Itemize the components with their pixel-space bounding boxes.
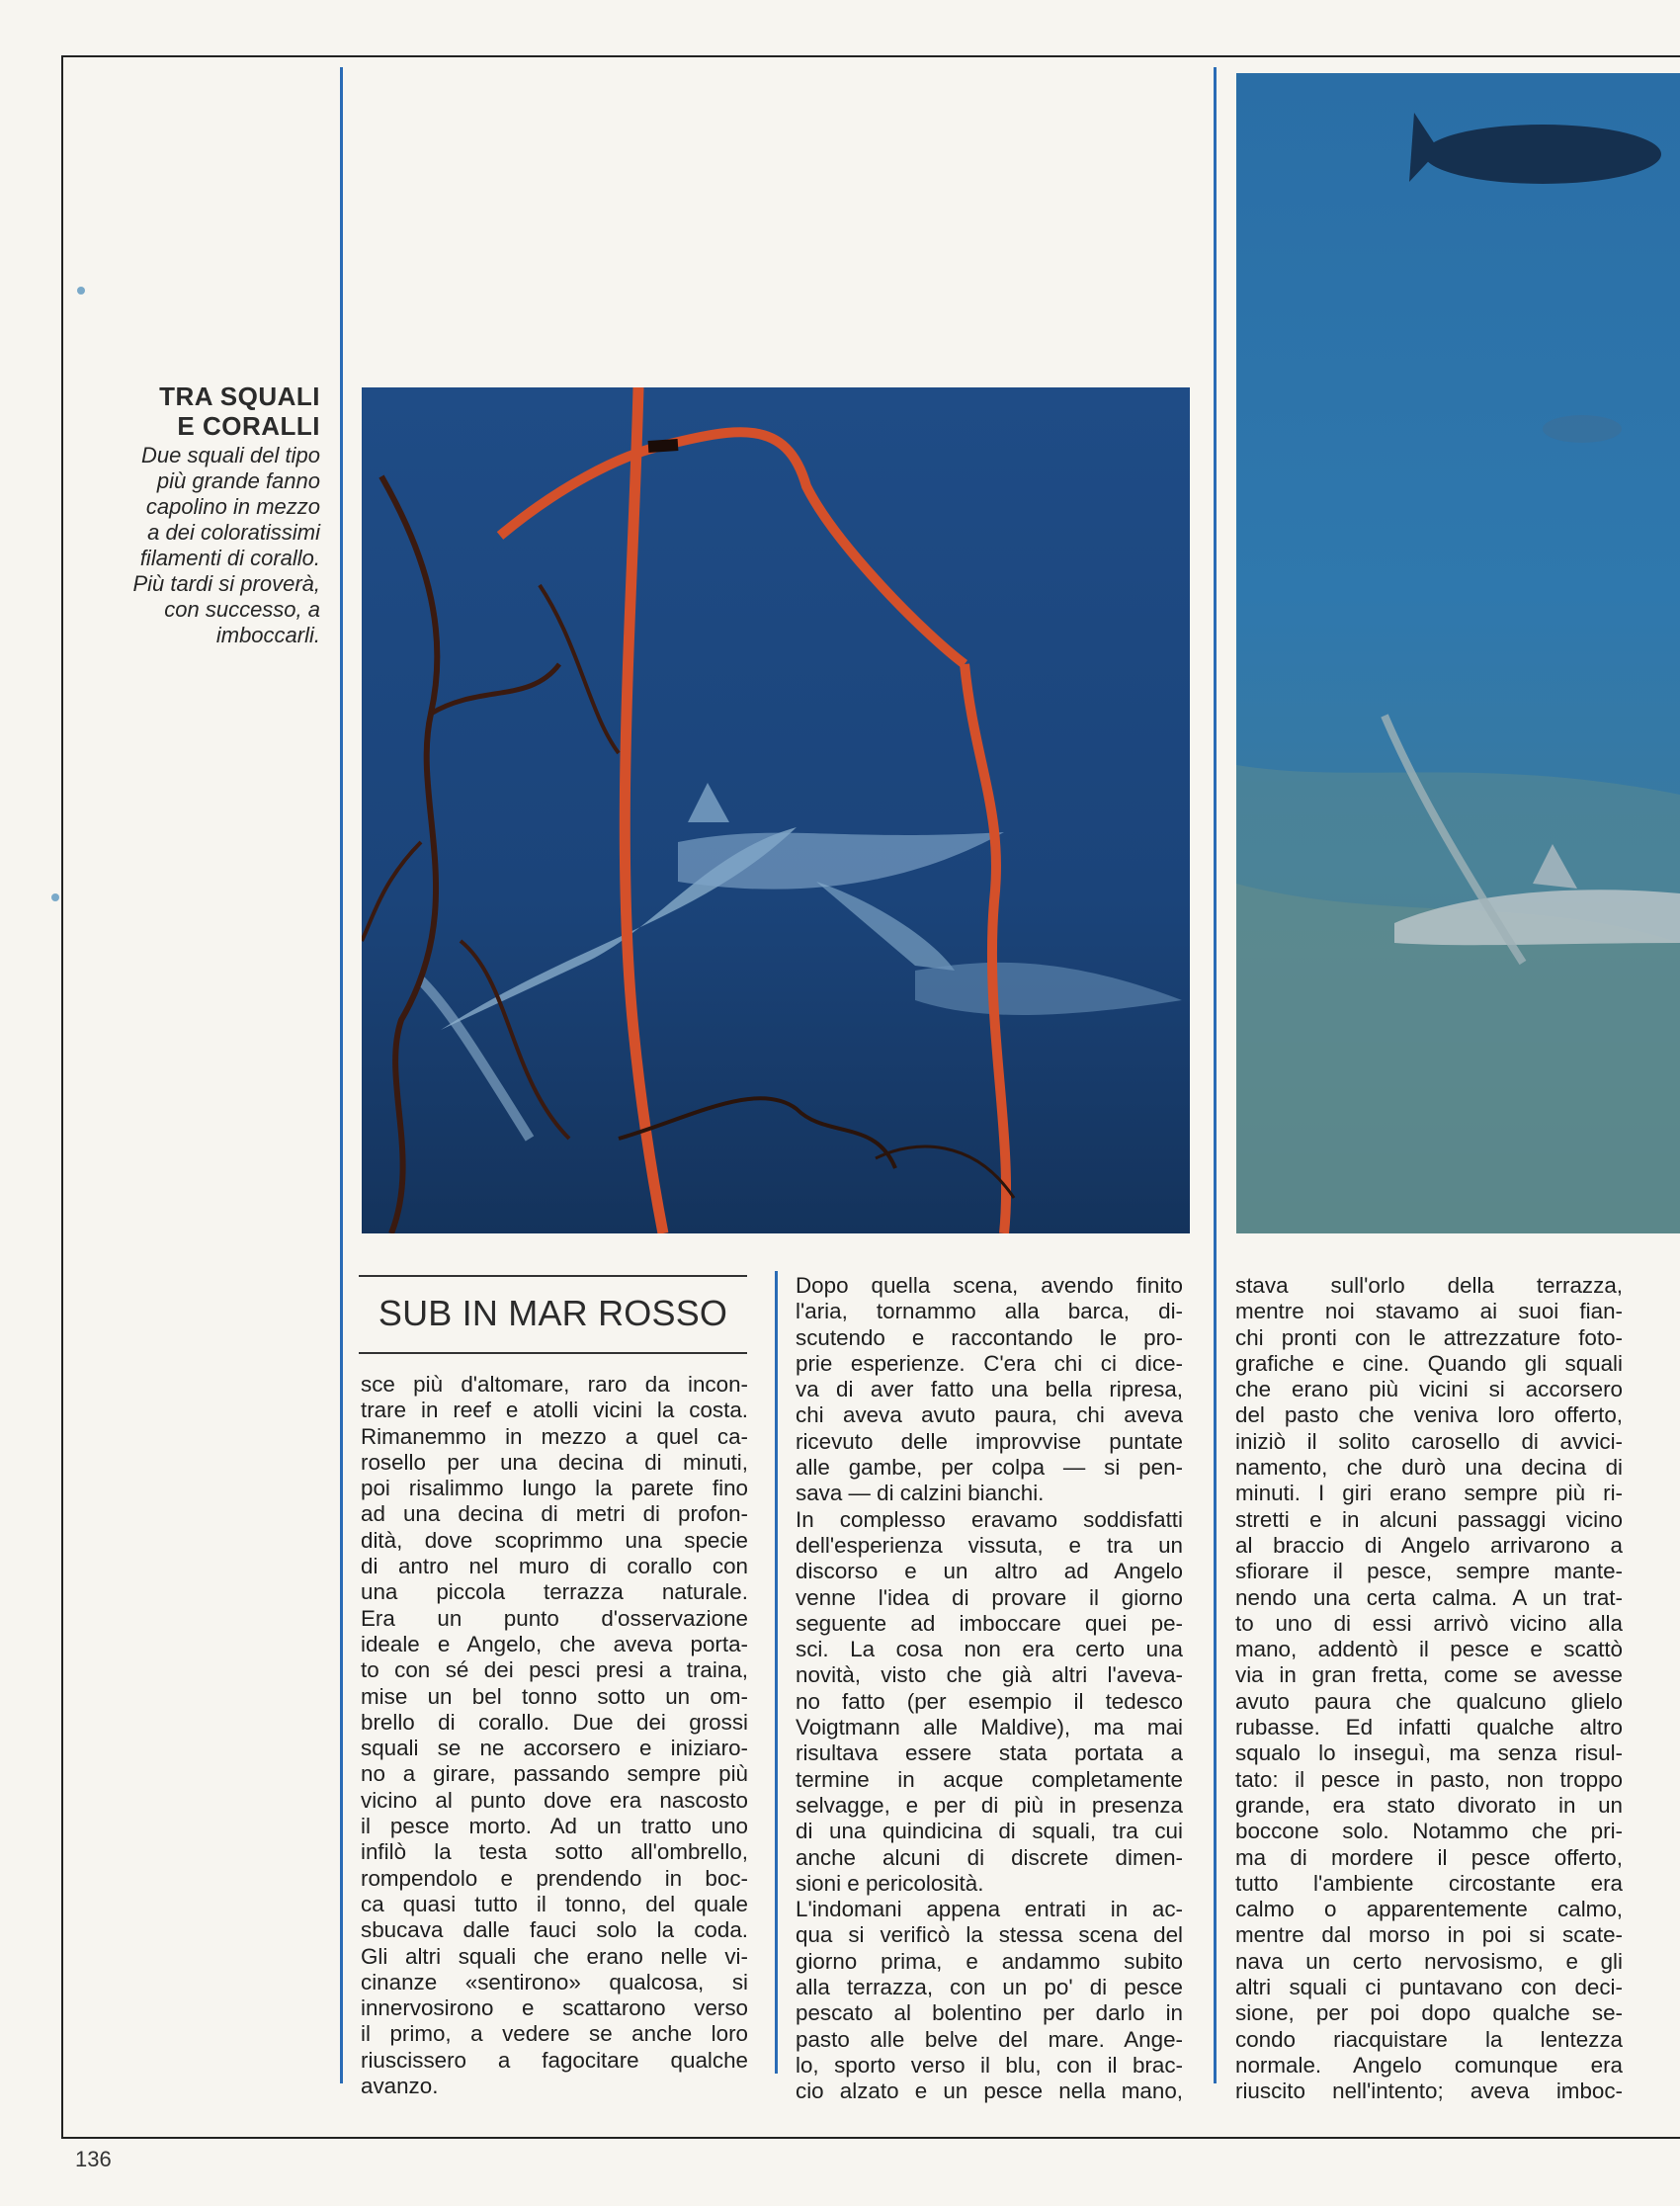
text-line: poi risalimmo lungo la parete fino [361, 1476, 748, 1501]
text-line: In complesso eravamo soddisfatti [796, 1506, 1183, 1532]
text-line: ma di mordere il pesce offerto, [1235, 1844, 1623, 1870]
text-line: risultava essere stata portata a [796, 1740, 1183, 1766]
text-line: avanzo. [361, 2074, 439, 2099]
text-line: sci. La cosa non era certo una [796, 1637, 1183, 1662]
text-line: pasto alle belve del mare. Ange- [796, 2026, 1183, 2052]
text-line: Era un punto d'osservazione [361, 1605, 748, 1631]
text-line: giorno prima, e andammo subito [796, 1948, 1183, 1974]
text-line: sce più d'altomare, raro da incon- [361, 1372, 748, 1397]
reef-shark-photo [1236, 73, 1680, 1233]
text-line: squali se ne accorsero e iniziaro- [361, 1736, 748, 1761]
caption-line: più grande fanno [156, 468, 320, 493]
text-line: al braccio di Angelo arrivarono a [1235, 1532, 1623, 1558]
text-line: novità, visto che già altri l'aveva- [796, 1662, 1183, 1688]
text-line: tutto l'ambiente circostante era [1235, 1870, 1623, 1896]
text-line: riuscito nell'intento; aveva imboc- [1235, 2079, 1623, 2104]
text-line: squalo lo inseguì, ma senza risul- [1235, 1740, 1623, 1766]
caption-line: con successo, a [164, 597, 320, 622]
text-line: L'indomani appena entrati in ac- [796, 1897, 1183, 1922]
text-line: l'aria, tornammo alla barca, di- [796, 1299, 1183, 1324]
text-line: grafiche e cine. Quando gli squali [1235, 1350, 1623, 1376]
text-line: cio alzato e un pesce nella mano, [796, 2079, 1183, 2104]
text-line: rompendolo e prendendo in boc- [361, 1865, 748, 1891]
section-title-rule-top [359, 1275, 747, 1277]
text-line: chi pronti con le attrezzature foto- [1235, 1324, 1623, 1350]
text-line: stretti e in alcuni passaggi vicino [1235, 1506, 1623, 1532]
text-line: alle gambe, per colpa — si pen- [796, 1455, 1183, 1481]
text-line: seguente ad imboccare quei pe- [796, 1610, 1183, 1636]
caption-line: Due squali del tipo [140, 443, 320, 467]
text-line: selvagge, e per di più in presenza [796, 1792, 1183, 1818]
margin-speck [77, 287, 85, 295]
text-line: tato: il pesce in pasto, non troppo [1235, 1766, 1623, 1792]
text-line: termine in acque completamente [796, 1766, 1183, 1792]
text-line: altri squali ci puntavano con deci- [1235, 1975, 1623, 2000]
text-line: to con sé dei pesci presi a traina, [361, 1657, 748, 1683]
text-line: brello di corallo. Due dei grossi [361, 1709, 748, 1735]
text-line: una piccola terrazza naturale. [361, 1579, 748, 1605]
text-line: scutendo e raccontando le pro- [796, 1324, 1183, 1350]
text-line: sione, per poi dopo qualche se- [1235, 2000, 1623, 2026]
text-line: mise un bel tonno sotto un om- [361, 1683, 748, 1709]
article-column-3 [1235, 1273, 1623, 2105]
margin-speck [51, 893, 59, 901]
caption-line: capolino in mezzo [145, 494, 320, 519]
text-line: normale. Angelo comunque era [1235, 2052, 1623, 2078]
text-line: trare in reef e atolli vicini la costa. [361, 1398, 748, 1423]
text-line: ideale e Angelo, che aveva porta- [361, 1631, 748, 1656]
text-line: il primo, a vedere se anche loro [361, 2021, 748, 2047]
text-line: mano, addentò il pesce e scattò [1235, 1637, 1623, 1662]
caption-title-line2: E CORALLI [177, 411, 320, 441]
text-line: Voigtmann alle Maldive), ma mai [796, 1715, 1183, 1740]
text-line: ricevuto delle improvvise puntate [796, 1428, 1183, 1454]
text-line: boccone solo. Notammo che pri- [1235, 1819, 1623, 1844]
text-line: stava sull'orlo della terrazza, [1235, 1273, 1623, 1298]
column-rule-right [1214, 67, 1217, 2083]
text-line: Rimanemmo in mezzo a quel ca- [361, 1423, 748, 1449]
caption-line: Più tardi si proverà, [132, 571, 320, 596]
text-line: sava — di calzini bianchi. [796, 1481, 1045, 1506]
text-line: alla terrazza, con un po' di pesce [796, 1975, 1183, 2000]
page-frame-bottom [61, 2137, 1680, 2139]
text-line: lo, sporto verso il blu, con il brac- [796, 2052, 1183, 2078]
text-line: sbucava dalle fauci solo la coda. [361, 1917, 748, 1943]
column-rule-left [340, 67, 343, 2083]
text-line: chi aveva avuto paura, chi aveva [796, 1402, 1183, 1428]
text-line: minuti. I giri erano sempre più ri- [1235, 1481, 1623, 1506]
text-line: no a girare, passando sempre più [361, 1761, 748, 1787]
text-line: to uno di essi arrivò vicino alla [1235, 1610, 1623, 1636]
text-line: va di aver fatto una bella ripresa, [796, 1377, 1183, 1402]
text-line: dell'esperienza vissuta, e tra un [796, 1532, 1183, 1558]
text-line: sfiorare il pesce, sempre mante- [1235, 1559, 1623, 1584]
text-line: di una quindicina di squali, tra cui [796, 1819, 1183, 1844]
text-line: iniziò il solito carosello di avvici- [1235, 1428, 1623, 1454]
shark-coral-photo [362, 387, 1190, 1233]
text-line: che erano più vicini si accorsero [1235, 1377, 1623, 1402]
text-line: calmo o apparentemente calmo, [1235, 1897, 1623, 1922]
article-column-1 [361, 1372, 748, 2099]
text-line: ad una decina di metri di profon- [361, 1501, 748, 1527]
text-line: sioni e pericolosità. [796, 1870, 984, 1896]
text-line: nendo una certa calma. A un trat- [1235, 1584, 1623, 1610]
text-line: ca quasi tutto il tonno, del quale [361, 1891, 748, 1916]
text-line: namento, che durò una decina di [1235, 1455, 1623, 1481]
text-line: vicino al punto dove era nascosto [361, 1787, 748, 1813]
text-line: innervosirono e scattarono verso [361, 1995, 748, 2021]
page-frame-left [61, 55, 63, 2137]
caption-title-line1: TRA SQUALI [159, 382, 320, 411]
text-line: condo riacquistare la lentezza [1235, 2026, 1623, 2052]
text-line: prie esperienze. C'era chi ci dice- [796, 1350, 1183, 1376]
text-line: venne l'idea di provare il giorno [796, 1584, 1183, 1610]
caption-line: a dei coloratissimi [147, 520, 320, 545]
text-line: il pesce morto. Ad un tratto uno [361, 1814, 748, 1839]
text-line: rubasse. Ed infatti qualche altro [1235, 1715, 1623, 1740]
text-line: nava un certo nervosismo, e gli [1235, 1948, 1623, 1974]
text-line: no fatto (per esempio il tedesco [796, 1688, 1183, 1714]
text-line: dità, dove scoprimmo una specie [361, 1527, 748, 1553]
caption-line: imboccarli. [215, 623, 320, 647]
section-title: SUB IN MAR ROSSO [378, 1293, 728, 1333]
text-line: del pasto che veniva loro offerto, [1235, 1402, 1623, 1428]
page-number: 136 [75, 2147, 112, 2171]
column-rule-middle [775, 1271, 778, 2074]
text-line: grande, era stato divorato in un [1235, 1792, 1623, 1818]
text-line: mentre noi stavamo ai suoi fian- [1235, 1299, 1623, 1324]
caption-line: filamenti di corallo. [139, 546, 320, 570]
page-frame-top [61, 55, 1680, 57]
section-title-rule-bottom [359, 1352, 747, 1354]
caption-text [85, 443, 320, 648]
text-line: infilò la testa sotto all'ombrello, [361, 1839, 748, 1865]
text-line: via in gran fretta, come se avesse [1235, 1662, 1623, 1688]
photo-caption [85, 382, 320, 648]
article-column-2 [796, 1273, 1183, 2105]
text-line: Dopo quella scena, avendo finito [796, 1273, 1183, 1298]
text-line: qua si verificò la stessa scena del [796, 1922, 1183, 1948]
text-line: rosello per una decina di minuti, [361, 1449, 748, 1475]
text-line: cinanze «sentirono» qualcosa, si [361, 1969, 748, 1994]
text-line: di antro nel muro di corallo con [361, 1554, 748, 1579]
text-line: avuto paura che qualcuno glielo [1235, 1688, 1623, 1714]
text-line: mentre dal morso in poi si scate- [1235, 1922, 1623, 1948]
text-line: Gli altri squali che erano nelle vi- [361, 1943, 748, 1969]
text-line: riuscissero a fagocitare qualche [361, 2047, 748, 2073]
text-line: anche alcuni di discrete dimen- [796, 1844, 1183, 1870]
text-line: discorso e un altro ad Angelo [796, 1559, 1183, 1584]
text-line: pescato al bolentino per darlo in [796, 2000, 1183, 2026]
